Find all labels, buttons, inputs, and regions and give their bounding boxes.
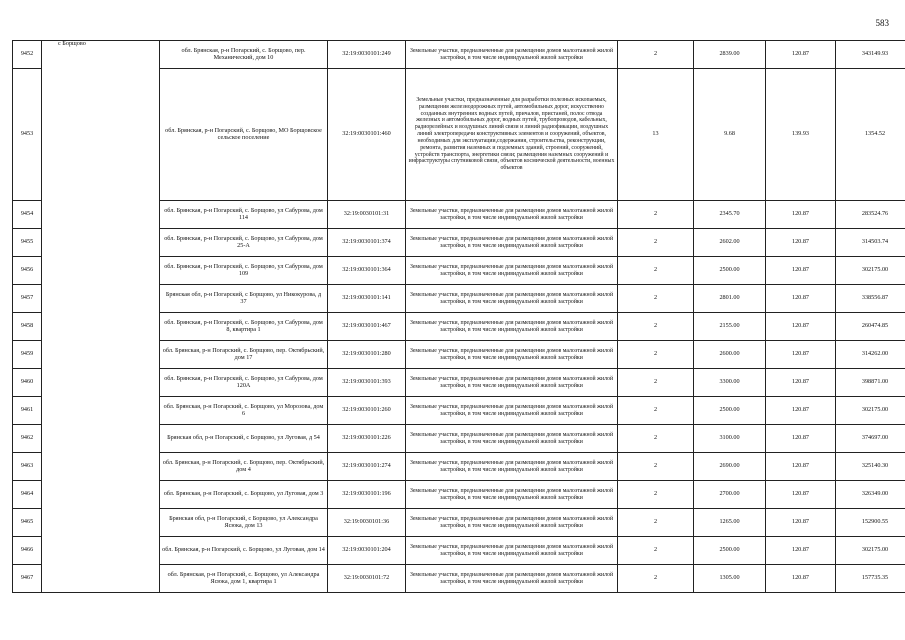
row-number-cell: 9453 [13, 69, 42, 201]
cadastral-number-cell: 32:19:0030101:374 [328, 229, 406, 257]
group-number-cell: 2 [618, 369, 694, 397]
address-cell: обл. Брянская, р-н Погарский, с. Борщово, ул Морозова, дом 6 [160, 397, 328, 425]
specific-value-cell: 120.87 [766, 369, 836, 397]
specific-value-cell: 120.87 [766, 537, 836, 565]
row-number-cell: 9462 [13, 425, 42, 453]
area-cell: 2155.00 [694, 313, 766, 341]
table-body [13, 41, 905, 593]
area-cell: 2500.00 [694, 537, 766, 565]
land-use-cell: Земельные участки, предназначенные для размещения домов малоэтажной жилой застройки, в том числе индивидуальной жилой застройки [406, 509, 618, 537]
specific-value-cell: 120.87 [766, 341, 836, 369]
cadastral-number-cell: 32:19:0030101:31 [328, 201, 406, 229]
cadastral-number-cell: 32:19:0030101:196 [328, 481, 406, 509]
address-cell: Брянская обл, р-н Погарский, с Борщово, ул Никокурова, д 37 [160, 285, 328, 313]
cadastral-number-cell: 32:19:0030101:280 [328, 341, 406, 369]
group-number-cell: 2 [618, 257, 694, 285]
row-number-cell: 9461 [13, 397, 42, 425]
land-use-cell: Земельные участки, предназначенные для размещения домов малоэтажной жилой застройки, в том числе индивидуальной жилой застройки [406, 453, 618, 481]
group-number-cell: 2 [618, 425, 694, 453]
land-use-cell: Земельные участки, предназначенные для размещения домов малоэтажной жилой застройки, в том числе индивидуальной жилой застройки [406, 341, 618, 369]
row-number-cell: 9460 [13, 369, 42, 397]
row-number-cell: 9463 [13, 453, 42, 481]
cadastral-value-cell: 314262.00 [836, 341, 905, 369]
cadastral-number-cell: 32:19:0030101:393 [328, 369, 406, 397]
land-use-cell: Земельные участки, предназначенные для размещения домов малоэтажной жилой застройки, в том числе индивидуальной жилой застройки [406, 41, 618, 69]
cadastral-number-cell: 32:19:0030101:72 [328, 565, 406, 593]
area-cell: 9.68 [694, 69, 766, 201]
land-use-cell: Земельные участки, предназначенные для размещения домов малоэтажной жилой застройки, в том числе индивидуальной жилой застройки [406, 285, 618, 313]
area-cell: 2345.70 [694, 201, 766, 229]
row-number-cell: 9458 [13, 313, 42, 341]
address-cell: Брянская обл, р-н Погарский, с Борщово, ул Александра Ясюка, дом 13 [160, 509, 328, 537]
cadastral-number-cell: 32:19:0030101:249 [328, 41, 406, 69]
land-use-cell: Земельные участки, предназначенные для размещения домов малоэтажной жилой застройки, в том числе индивидуальной жилой застройки [406, 257, 618, 285]
cadastral-value-cell: 302175.00 [836, 257, 905, 285]
land-use-cell: Земельные участки, предназначенные для размещения домов малоэтажной жилой застройки, в том числе индивидуальной жилой застройки [406, 313, 618, 341]
address-cell: обл. Брянская, р-н Погарский, с. Борщово, МО Борщовское сельское поселение [160, 69, 328, 201]
land-use-cell: Земельные участки, предназначенные для размещения домов малоэтажной жилой застройки, в том числе индивидуальной жилой застройки [406, 565, 618, 593]
specific-value-cell: 139.93 [766, 69, 836, 201]
area-cell: 1265.00 [694, 509, 766, 537]
group-number-cell: 2 [618, 565, 694, 593]
land-use-cell: Земельные участки, предназначенные для размещения домов малоэтажной жилой застройки, в том числе индивидуальной жилой застройки [406, 481, 618, 509]
cadastral-number-cell: 32:19:0030101:467 [328, 313, 406, 341]
address-cell: обл. Брянская, р-н Погарский, с. Борщово, ул Луговая, дом 14 [160, 537, 328, 565]
address-cell: обл. Брянская, р-н Погарский, с. Борщово, ул Луговая, дом 3 [160, 481, 328, 509]
specific-value-cell: 120.87 [766, 425, 836, 453]
cadastral-value-cell: 1354.52 [836, 69, 905, 201]
specific-value-cell: 120.87 [766, 565, 836, 593]
area-cell: 2600.00 [694, 341, 766, 369]
area-cell: 2500.00 [694, 257, 766, 285]
address-cell: обл. Брянская, р-н Погарский, с. Борщово, ул Александра Ясюка, дом 1, квартира 1 [160, 565, 328, 593]
row-number-cell: 9452 [13, 41, 42, 69]
row-number-cell: 9465 [13, 509, 42, 537]
land-use-cell: Земельные участки, предназначенные для размещения домов малоэтажной жилой застройки, в том числе индивидуальной жилой застройки [406, 201, 618, 229]
area-cell: 2839.00 [694, 41, 766, 69]
cadastral-number-cell: 32:19:0030101:460 [328, 69, 406, 201]
group-number-cell: 2 [618, 201, 694, 229]
area-cell: 2700.00 [694, 481, 766, 509]
group-number-cell: 2 [618, 313, 694, 341]
group-number-cell: 2 [618, 229, 694, 257]
specific-value-cell: 120.87 [766, 229, 836, 257]
row-number-cell: 9456 [13, 257, 42, 285]
row-number-cell: 9464 [13, 481, 42, 509]
cadastral-value-cell: 283524.76 [836, 201, 905, 229]
cadastral-value-cell: 152900.55 [836, 509, 905, 537]
row-number-cell: 9454 [13, 201, 42, 229]
group-number-cell: 13 [618, 69, 694, 201]
group-number-cell: 2 [618, 341, 694, 369]
cadastral-value-cell: 314503.74 [836, 229, 905, 257]
land-use-cell: Земельные участки, предназначенные для разработки полезных ископаемых, размещения железнодорожных путей, автомобильных дорог, искусственно созданных внутренних водных путей, причалов, пристаней, полос отвода железных и автомобильных дорог, водных путей, трубопроводов, кабельных, радиорелейных и воздушных линий связи и линий радиофикации, воздушных линий электропередачи конструктивных элементов и сооружений, объектов, необходимых для эксплуатации,содержания, строительства, реконструкции, ремонта, развития наземных и подземных зданий, строений, сооружений, устройств транспорта, энергетики связи; размещения наземных сооружений и инфраструктуры спутниковой связи, объектов космической деятельности, военных объектов [406, 69, 618, 201]
cadastral-number-cell: 32:19:0030101:36 [328, 509, 406, 537]
area-cell: 2500.00 [694, 397, 766, 425]
address-cell: обл. Брянская, р-н Погарский, с. Борщово, пер. Октябрьский, дом 4 [160, 453, 328, 481]
group-number-cell: 2 [618, 537, 694, 565]
cadastral-value-cell: 338556.87 [836, 285, 905, 313]
row-number-cell: 9459 [13, 341, 42, 369]
address-cell: обл. Брянская, р-н Погарский, с. Борщово, ул Сабурова, дом 120А [160, 369, 328, 397]
area-cell: 3300.00 [694, 369, 766, 397]
cadastral-number-cell: 32:19:0030101:260 [328, 397, 406, 425]
cadastral-value-cell: 157735.35 [836, 565, 905, 593]
group-number-cell: 2 [618, 453, 694, 481]
area-cell: 1305.00 [694, 565, 766, 593]
specific-value-cell: 120.87 [766, 397, 836, 425]
row-number-cell: 9455 [13, 229, 42, 257]
address-cell: обл. Брянская, р-н Погарский, с. Борщово, ул Сабурова, дом 109 [160, 257, 328, 285]
locality-cell: с Борщово [42, 41, 160, 593]
land-use-cell: Земельные участки, предназначенные для размещения домов малоэтажной жилой застройки, в том числе индивидуальной жилой застройки [406, 537, 618, 565]
land-use-cell: Земельные участки, предназначенные для размещения домов малоэтажной жилой застройки, в том числе индивидуальной жилой застройки [406, 425, 618, 453]
group-number-cell: 2 [618, 481, 694, 509]
cadastral-number-cell: 32:19:0030101:204 [328, 537, 406, 565]
cadastral-value-cell: 343149.93 [836, 41, 905, 69]
page-number: 583 [875, 18, 889, 28]
specific-value-cell: 120.87 [766, 313, 836, 341]
group-number-cell: 2 [618, 285, 694, 313]
cadastral-number-cell: 32:19:0030101:141 [328, 285, 406, 313]
group-number-cell: 2 [618, 41, 694, 69]
address-cell: обл. Брянская, р-н Погарский, с. Борщово, пер. Механический, дом 10 [160, 41, 328, 69]
address-cell: обл. Брянская, р-н Погарский, с. Борщово, ул Сабурова, дом 8, квартира 1 [160, 313, 328, 341]
land-use-cell: Земельные участки, предназначенные для размещения домов малоэтажной жилой застройки, в том числе индивидуальной жилой застройки [406, 229, 618, 257]
cadastral-value-cell: 325140.30 [836, 453, 905, 481]
area-cell: 2801.00 [694, 285, 766, 313]
cadastral-value-cell: 326349.00 [836, 481, 905, 509]
specific-value-cell: 120.87 [766, 285, 836, 313]
cadastral-value-cell: 302175.00 [836, 397, 905, 425]
land-registry-table [12, 40, 905, 593]
specific-value-cell: 120.87 [766, 481, 836, 509]
table-row [13, 41, 905, 69]
specific-value-cell: 120.87 [766, 201, 836, 229]
specific-value-cell: 120.87 [766, 509, 836, 537]
row-number-cell: 9457 [13, 285, 42, 313]
specific-value-cell: 120.87 [766, 41, 836, 69]
area-cell: 3100.00 [694, 425, 766, 453]
land-use-cell: Земельные участки, предназначенные для размещения домов малоэтажной жилой застройки, в том числе индивидуальной жилой застройки [406, 397, 618, 425]
cadastral-number-cell: 32:19:0030101:226 [328, 425, 406, 453]
cadastral-number-cell: 32:19:0030101:274 [328, 453, 406, 481]
address-cell: обл. Брянская, р-н Погарский, с. Борщово, ул Сабурова, дом 114 [160, 201, 328, 229]
cadastral-value-cell: 398871.00 [836, 369, 905, 397]
group-number-cell: 2 [618, 397, 694, 425]
area-cell: 2690.00 [694, 453, 766, 481]
cadastral-value-cell: 302175.00 [836, 537, 905, 565]
group-number-cell: 2 [618, 509, 694, 537]
address-cell: обл. Брянская, р-н Погарский, с. Борщово, ул Сабурова, дом 25-А [160, 229, 328, 257]
land-use-cell: Земельные участки, предназначенные для размещения домов малоэтажной жилой застройки, в том числе индивидуальной жилой застройки [406, 369, 618, 397]
address-cell: Брянская обл, р-н Погарский, с Борщово, ул Луговая, д 54 [160, 425, 328, 453]
specific-value-cell: 120.87 [766, 257, 836, 285]
cadastral-value-cell: 260474.85 [836, 313, 905, 341]
address-cell: обл. Брянская, р-н Погарский, с. Борщово, пер. Октябрьский, дом 17 [160, 341, 328, 369]
cadastral-number-cell: 32:19:0030101:364 [328, 257, 406, 285]
row-number-cell: 9467 [13, 565, 42, 593]
specific-value-cell: 120.87 [766, 453, 836, 481]
area-cell: 2602.00 [694, 229, 766, 257]
cadastral-value-cell: 374697.00 [836, 425, 905, 453]
row-number-cell: 9466 [13, 537, 42, 565]
